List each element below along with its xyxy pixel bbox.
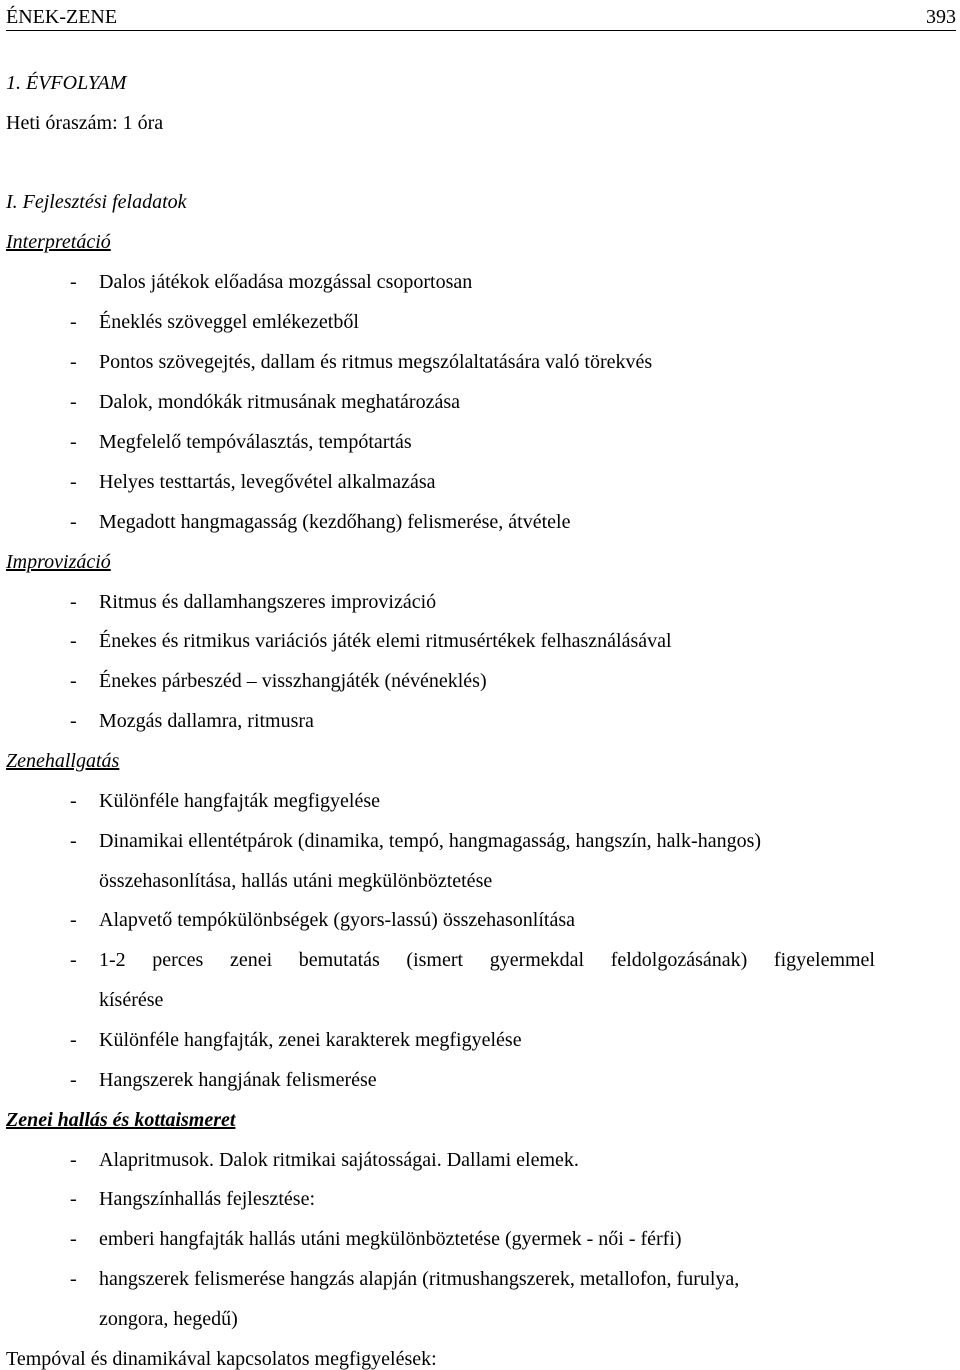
list-item-text: Különféle hangfajták megfigyelése [99, 790, 380, 812]
list-item-text: Énekes és ritmikus variációs játék elemi ritmusértékek felhasználásával [99, 630, 672, 652]
list-item-text: Különféle hangfajták, zenei karakterek megfigyelése [99, 1029, 522, 1051]
bullet: - [70, 949, 77, 971]
list-item-continuation: zongora, hegedű) [99, 1308, 238, 1330]
list-item-continuation: összehasonlítása, hallás utáni megkülönböztetése [99, 870, 493, 892]
list-item-text: Dinamikai ellentétpárok (dinamika, tempó, hangmagasság, hangszín, halk-hangos) [99, 830, 762, 852]
bullet: - [70, 630, 77, 652]
closing-line: Tempóval és dinamikával kapcsolatos megfigyelések: [6, 1348, 437, 1370]
list-item-text: Megadott hangmagasság (kezdőhang) felismerése, átvétele [99, 511, 571, 533]
list-item-text: Pontos szövegejtés, dallam és ritmus megszólaltatására való törekvés [99, 351, 653, 373]
list-item-text: Alapritmusok. Dalok ritmikai sajátosságai. Dallami elemek. [99, 1149, 579, 1171]
bullet: - [70, 1188, 77, 1210]
bullet: - [70, 1149, 77, 1171]
bullet: - [70, 670, 77, 692]
heading-improvizacio: Improvizáció [6, 551, 111, 573]
grade-heading: 1. ÉVFOLYAM [6, 72, 127, 94]
list-item-text: Hangszínhallás fejlesztése: [99, 1188, 316, 1210]
list-item-text: Helyes testtartás, levegővétel alkalmazása [99, 471, 436, 493]
list-item-text: Hangszerek hangjának felismerése [99, 1069, 377, 1091]
list-item-text: Dalos játékok előadása mozgással csoportosan [99, 271, 473, 293]
list-item-text: Éneklés szöveggel emlékezetből [99, 311, 359, 333]
list-item-text: Dalok, mondókák ritmusának meghatározása [99, 391, 460, 413]
list-item-text: 1-2 perces zenei bemutatás (ismert gyermekdal feldolgozásának) figyelemmel [99, 949, 875, 971]
heading-zenei-hallas: Zenei hallás és kottaismeret [6, 1109, 236, 1131]
subject-title: ÉNEK-ZENE [6, 6, 118, 28]
bullet: - [70, 710, 77, 732]
bullet: - [70, 511, 77, 533]
bullet: - [70, 391, 77, 413]
heading-interpretacio: Interpretáció [6, 231, 111, 253]
list-item-text: Megfelelő tempóválasztás, tempótartás [99, 431, 412, 453]
bullet: - [70, 830, 77, 852]
list-item-continuation: kísérése [99, 989, 164, 1011]
page-header [6, 4, 956, 31]
heading-zenehallgatas: Zenehallgatás [6, 750, 120, 772]
list-item-text: Énekes párbeszéd – visszhangjáték (névéneklés) [99, 670, 487, 692]
weekly-hours: Heti óraszám: 1 óra [6, 112, 164, 134]
bullet: - [70, 1069, 77, 1091]
bullet: - [70, 1029, 77, 1051]
bullet: - [70, 471, 77, 493]
bullet: - [70, 909, 77, 931]
bullet: - [70, 790, 77, 812]
list-item-text: Mozgás dallamra, ritmusra [99, 710, 314, 732]
list-item-text: hangszerek felismerése hangzás alapján (ritmushangszerek, metallofon, furulya, [99, 1268, 740, 1290]
bullet: - [70, 1228, 77, 1250]
bullet: - [70, 591, 77, 613]
bullet: - [70, 271, 77, 293]
bullet: - [70, 311, 77, 333]
bullet: - [70, 1268, 77, 1290]
section-title: I. Fejlesztési feladatok [6, 191, 187, 213]
list-item-text: emberi hangfajták hallás utáni megkülönböztetése (gyermek - női - férfi) [99, 1228, 682, 1250]
list-item-text: Alapvető tempókülönbségek (gyors-lassú) összehasonlítása [99, 909, 576, 931]
bullet: - [70, 351, 77, 373]
list-item-text: Ritmus és dallamhangszeres improvizáció [99, 591, 437, 613]
page-number: 393 [926, 6, 956, 28]
bullet: - [70, 431, 77, 453]
